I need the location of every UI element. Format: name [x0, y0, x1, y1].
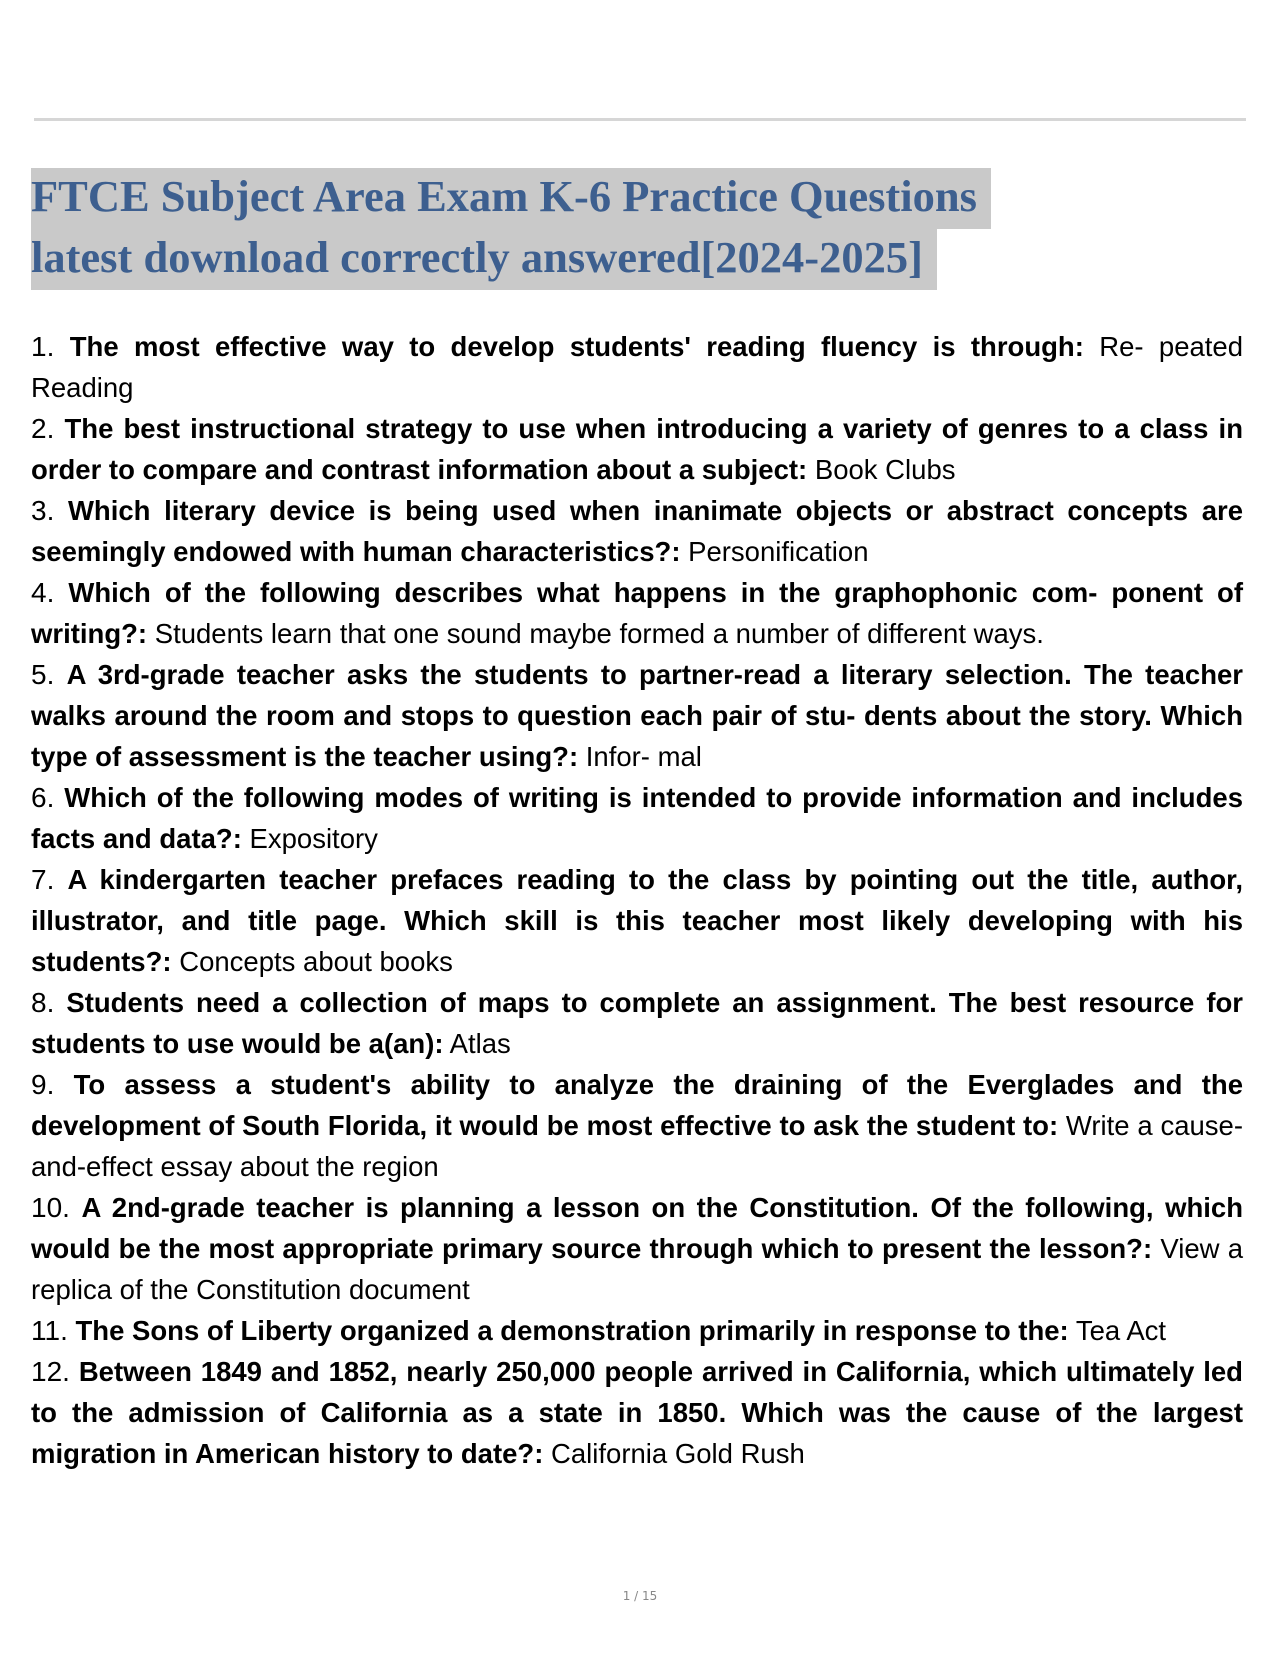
page-number: 1 / 15 — [622, 1589, 658, 1603]
question-item — [31, 859, 1243, 982]
question-number: 2. — [31, 413, 55, 444]
question-text: A 3rd-grade teacher asks the students to partner-read a literary selection. The teacher walks around the room and stops to question each pair of stu- dents about the story. Which type of assessment is the teacher using?: — [31, 659, 1244, 772]
question-list — [31, 326, 1243, 1474]
answer-text: Students learn that one sound maybe formed a number of different ways. — [154, 618, 1044, 649]
question-item — [31, 408, 1243, 490]
question-item — [31, 1064, 1243, 1187]
question-item — [31, 1351, 1243, 1474]
question-text: The Sons of Liberty organized a demonstration primarily in response to the: — [75, 1315, 1069, 1346]
question-text: Students need a collection of maps to complete an assignment. The best resource for students to use would be a(an): — [31, 987, 1244, 1059]
question-text: Which literary device is being used when inanimate objects or abstract concepts are seemingly endowed with human characteristics?: — [31, 495, 1243, 567]
header-divider — [34, 118, 1246, 121]
question-item — [31, 326, 1243, 408]
question-number: 3. — [31, 495, 55, 526]
question-text: To assess a student's ability to analyze the draining of the Everglades and the development of South Florida, it would be most effective to ask the student to: — [31, 1069, 1243, 1141]
question-number: 6. — [31, 782, 55, 813]
question-text: The best instructional strategy to use when introducing a variety of genres to a class in order to compare and contrast information about a subject: — [31, 413, 1243, 485]
title-line-2: latest download correctly answered[2024-2025] — [31, 229, 937, 290]
answer-text: California Gold Rush — [551, 1438, 805, 1469]
question-item — [31, 490, 1243, 572]
question-number: 1. — [31, 331, 55, 362]
answer-text: Infor- mal — [585, 741, 702, 772]
document-title — [31, 168, 1231, 290]
question-number: 11. — [31, 1315, 68, 1346]
question-number: 4. — [31, 577, 55, 608]
question-text: The most effective way to develop students' reading fluency is through: — [69, 331, 1084, 362]
answer-text: Re- peated Reading — [31, 331, 1244, 403]
title-line-1: FTCE Subject Area Exam K-6 Practice Questions — [31, 168, 991, 229]
question-text: Between 1849 and 1852, nearly 250,000 people arrived in California, which ultimately led to the admission of California as a state in 1850. Which was the cause of the largest migration in American history to date?: — [31, 1356, 1243, 1469]
question-number: 9. — [31, 1069, 55, 1100]
question-number: 5. — [31, 659, 55, 690]
question-text: Which of the following modes of writing is intended to provide information and includes facts and data?: — [31, 782, 1243, 854]
question-item — [31, 654, 1243, 777]
answer-text: Tea Act — [1075, 1315, 1167, 1346]
answer-text: Write a cause-and-effect essay about the region — [31, 1110, 1243, 1182]
question-text: Which of the following describes what happens in the graphophonic com- ponent of writing?: — [31, 577, 1243, 649]
question-number: 7. — [31, 864, 55, 895]
question-number: 8. — [31, 987, 55, 1018]
answer-text: Personification — [688, 536, 869, 567]
question-number: 10. — [31, 1192, 70, 1223]
question-text: A kindergarten teacher prefaces reading to the class by pointing out the title, author, illustrator, and title page. Which skill is this teacher most likely developing with his students?: — [31, 864, 1243, 977]
answer-text: View a replica of the Constitution document — [31, 1233, 1244, 1305]
question-item — [31, 572, 1243, 654]
question-item — [31, 1187, 1243, 1310]
answer-text: Book Clubs — [814, 454, 956, 485]
question-text: A 2nd-grade teacher is planning a lesson on the Constitution. Of the following, which would be the most appropriate primary source through which to present the lesson?: — [31, 1192, 1243, 1264]
answer-text: Expository — [249, 823, 378, 854]
question-item — [31, 777, 1243, 859]
question-item — [31, 1310, 1243, 1351]
answer-text: Concepts about books — [179, 946, 453, 977]
question-number: 12. — [31, 1356, 70, 1387]
answer-text: Atlas — [449, 1028, 511, 1059]
question-item — [31, 982, 1243, 1064]
